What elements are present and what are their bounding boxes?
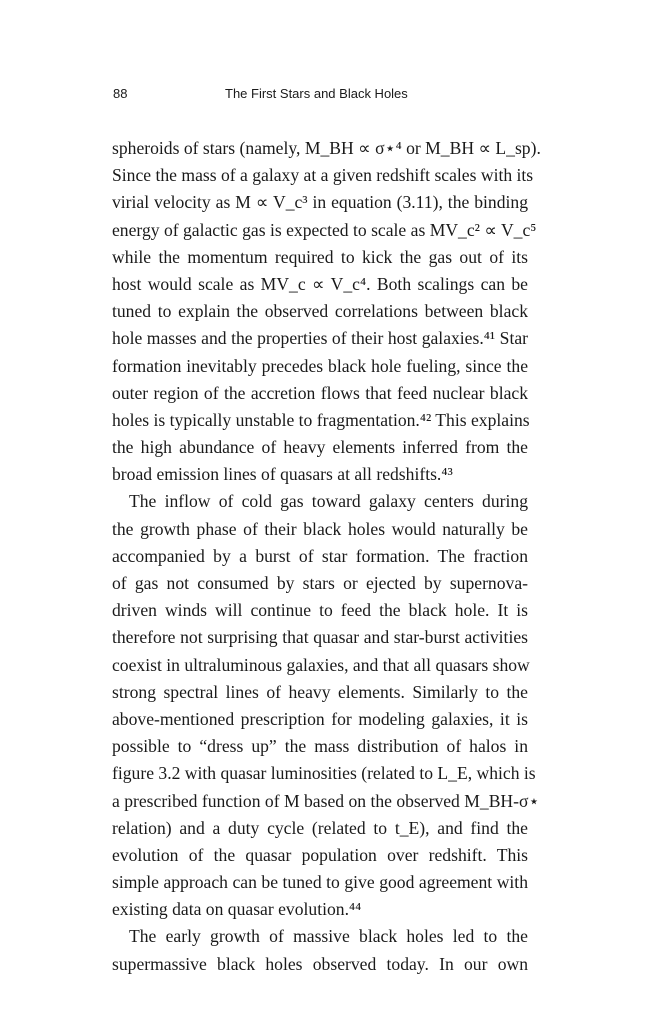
text-line: supermassive black holes observed today. In our own bbox=[112, 953, 528, 974]
text-line: therefore not surprising that quasar and star-burst activities bbox=[112, 627, 528, 648]
text-line: evolution of the quasar population over redshift. This bbox=[112, 844, 528, 865]
text-line: possible to “dress up” the mass distribution of halos in bbox=[112, 736, 528, 757]
text-line: simple approach can be tuned to give good agreement with bbox=[112, 872, 528, 893]
body-text bbox=[112, 135, 541, 978]
text-line: figure 3.2 with quasar luminosities (related to L_E, which is bbox=[112, 763, 536, 784]
text-line: existing data on quasar evolution.⁴⁴ bbox=[112, 899, 362, 920]
text-line: driven winds will continue to feed the black hole. It is bbox=[112, 600, 528, 621]
text-line: hole masses and the properties of their host galaxies.⁴¹ Star bbox=[112, 328, 528, 349]
text-line: broad emission lines of quasars at all redshifts.⁴³ bbox=[112, 464, 453, 485]
text-line: spheroids of stars (namely, M_BH ∝ σ⋆⁴ or M_BH ∝ L_sp). bbox=[112, 138, 541, 158]
text-line: strong spectral lines of heavy elements. Similarly to the bbox=[112, 681, 528, 702]
text-line: The early growth of massive black holes led to the bbox=[129, 926, 528, 947]
text-line: outer region of the accretion flows that feed nuclear black bbox=[112, 382, 528, 403]
text-line: The inflow of cold gas toward galaxy centers during bbox=[129, 491, 528, 512]
text-line: host would scale as MV_c ∝ V_c⁴. Both scalings can be bbox=[112, 273, 528, 294]
text-line: above-mentioned prescription for modeling galaxies, it is bbox=[112, 708, 528, 729]
text-line: virial velocity as M ∝ V_c³ in equation (3.11), the binding bbox=[112, 192, 528, 213]
text-line: holes is typically unstable to fragmentation.⁴² This explains bbox=[112, 409, 530, 430]
text-line: energy of galactic gas is expected to scale as MV_c² ∝ V_c⁵ bbox=[112, 219, 537, 240]
text-line: the growth phase of their black holes would naturally be bbox=[112, 518, 528, 539]
text-line: the high abundance of heavy elements inferred from the bbox=[112, 437, 528, 458]
page-number: 88 bbox=[113, 86, 128, 101]
text-line: formation inevitably precedes black hole fueling, since the bbox=[112, 355, 528, 376]
text-line: accompanied by a burst of star formation. The fraction bbox=[112, 545, 528, 566]
text-line: while the momentum required to kick the gas out of its bbox=[112, 246, 528, 267]
text-line: tuned to explain the observed correlations between black bbox=[112, 301, 528, 322]
text-line: coexist in ultraluminous galaxies, and that all quasars show bbox=[112, 654, 530, 675]
running-header bbox=[113, 86, 533, 104]
text-line: of gas not consumed by stars or ejected by supernova- bbox=[112, 573, 528, 593]
text-line: relation) and a duty cycle (related to t_E), and find the bbox=[112, 817, 528, 838]
text-line: a prescribed function of M based on the observed M_BH-σ⋆ bbox=[112, 790, 540, 811]
running-title: The First Stars and Black Holes bbox=[225, 86, 408, 101]
text-line: Since the mass of a galaxy at a given redshift scales with its bbox=[112, 165, 534, 186]
